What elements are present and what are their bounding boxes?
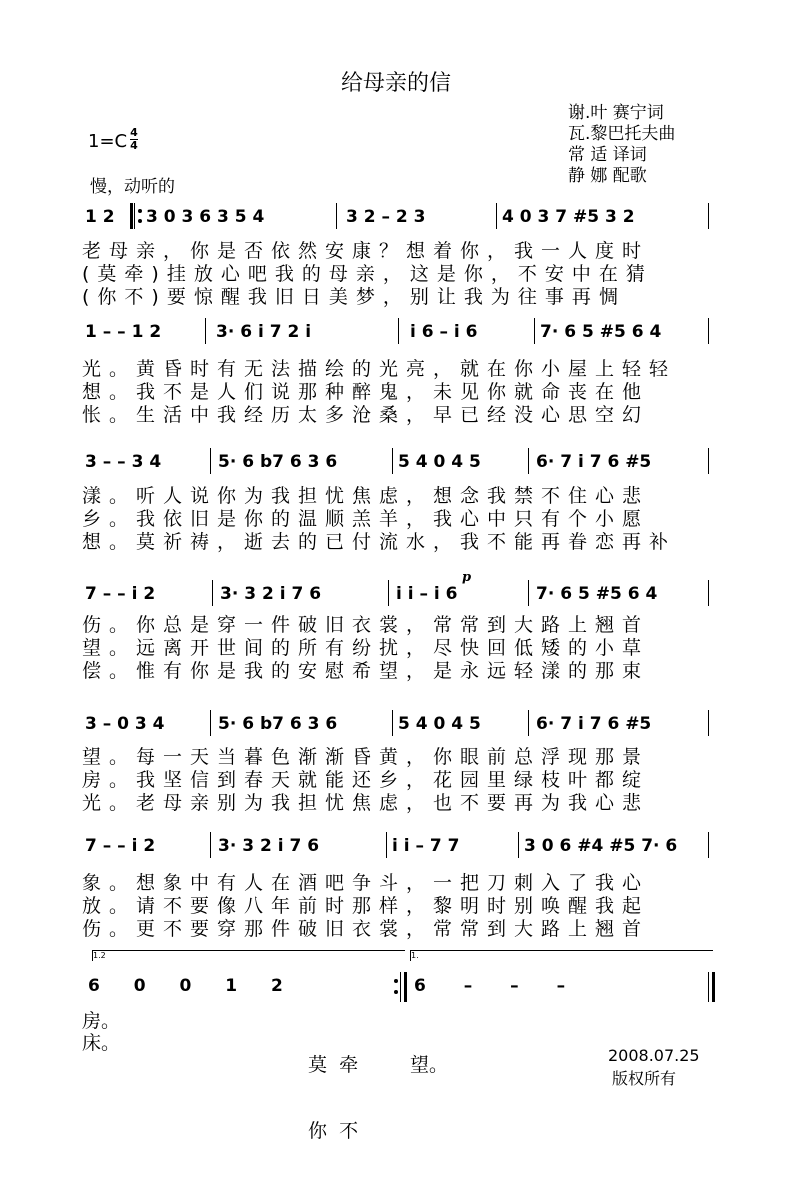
note-group: 3 – 0 3 4 [85,714,165,734]
tempo-marking: 慢，动听的 [90,177,175,197]
lyric-line: 望。每一天当暮色渐渐昏黄，你眼前总浮现那景 [82,746,650,768]
lyric-line: 房。 [82,1010,121,1032]
note-group: 6 – – – [414,976,566,996]
credits [568,103,708,187]
lyric-line: 象。想象中有人在酒吧争斗，一把刀刺入了我心 [82,872,650,894]
lyric-line: (莫牵)挂放心吧我的母亲，这是你，不安中在猜 [82,263,653,285]
note-group: 6· 7 i 7 6 #5 [536,714,652,734]
time-signature [130,127,138,152]
lyric-line: (你不)要惊醒我旧日美梦，别让我为往事再惆 [82,286,626,308]
time-signature-top: 4 [130,126,138,139]
note-group: 7 – – i 2 [85,836,156,856]
note-group: i i – 7 7 [392,836,460,856]
credit-arranger: 静 娜 配歌 [568,166,647,186]
lyric-line: 怅。生活中我经历太多沧桑，早已经没心思空幻 [82,404,650,426]
lyric-line: 漾。听人说你为我担忧焦虑，想念我禁不住心悲 [82,485,650,507]
note-group: i i – i 6 [396,584,458,604]
credit-lyricist: 谢.叶 赛宁词 [568,103,664,123]
lyric-line: 伤。你总是穿一件破旧衣裳，常常到大路上翘首 [82,614,650,636]
note-group: 3 0 6 #4 #5 7· 6 [524,836,678,856]
lyric-line: 偿。惟有你是我的安慰希望，是永远轻漾的那束 [82,660,650,682]
note-group: i 6 – i 6 [410,322,478,342]
lyric-line: 老母亲，你是否依然安康？想着你，我一人度时 [82,240,650,262]
lyric-line: 光。黄昏时有无法描绘的光亮，就在你小屋上轻轻 [82,358,677,380]
footer-date: 2008.07.25 [608,1046,700,1065]
credit-translator: 常 适 译词 [568,145,647,165]
lyric-line: 望。远离开世间的所有纷扰，尽快回低矮的小草 [82,637,650,659]
volta-first-second: 1.2 [92,950,405,961]
note-group: 1 – – 1 2 [85,322,162,342]
lyric-line: 光。老母亲别为我担忧焦虑，也不要再为我心悲 [82,792,650,814]
note-group: 5· 6 b7 6 3 6 [218,714,338,734]
note-group: 5· 6 b7 6 3 6 [218,452,338,472]
note-group: 3· 3 2 i 7 6 [220,584,322,604]
note-group: 3· 3 2 i 7 6 [218,836,320,856]
credit-composer: 瓦.黎巴托夫曲 [568,124,676,144]
time-signature-bottom: 4 [130,139,138,152]
note-group: 5 4 0 4 5 [398,714,481,734]
lyric-line: 乡。我依旧是你的温顺羔羊，我心中只有个小愿 [82,508,650,530]
note-group: 7 – – i 2 [85,584,156,604]
volta-first: 1. [410,950,713,961]
lyric-line: 想。莫祈祷，逝去的已付流水，我不能再眷恋再补 [82,531,677,553]
lyric-line: 伤。更不要穿那件破旧衣裳，常常到大路上翘首 [82,918,650,940]
lyric-line: 房。我坚信到春天就能还乡，花园里绿枝叶都绽 [82,769,650,791]
note-group: 6 0 0 1 2 [88,976,283,996]
dynamic-marking: p [462,570,472,585]
lyric-line: 望。 [410,1054,449,1076]
footer-rights: 版权所有 [612,1069,677,1088]
lyric-line: 床。 [82,1032,121,1054]
note-group: 3 2 – 2 3 [346,207,426,227]
note-group: 5 4 0 4 5 [398,452,481,472]
lyric-line: 放。请不要像八年前时那样，黎明时别唤醒我起 [82,895,650,917]
note-group: 7· 6 5 #5 6 4 [540,322,662,342]
note-group: 3 – – 3 4 [85,452,162,472]
note-group: 4 0 3 7 #5 3 2 [502,207,635,227]
note-group: 6· 7 i 7 6 #5 [536,452,652,472]
note-group: 3 0 3 6 3 5 4 [146,207,265,227]
key-signature: 1=C [88,131,128,152]
note-group: 3· 6 i 7 2 i [216,322,312,342]
note-group: 1 2 [85,207,115,227]
lyric-line: 你 不 [308,1120,359,1142]
lyric-line: 想。我不是人们说那种醉鬼，未见你就命丧在他 [82,381,650,403]
song-title: 给母亲的信 [340,71,451,96]
lyric-line: 莫 牵 [308,1054,359,1076]
note-group: 7· 6 5 #5 6 4 [536,584,658,604]
